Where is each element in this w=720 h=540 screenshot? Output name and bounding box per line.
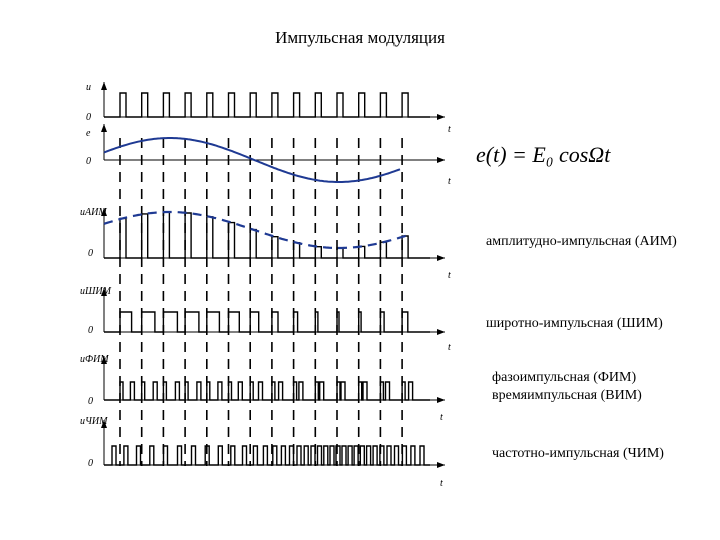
time-axis-arrow — [437, 255, 445, 261]
axis-label-e: e — [86, 128, 91, 139]
shim-pulse — [104, 312, 430, 332]
label-shim: широтно-импульсная (ШИМ) — [486, 316, 663, 331]
label-vim: времяимпульсная (ВИМ) — [492, 388, 642, 403]
carrier-pulse-train — [104, 93, 430, 117]
label-fim: фазоимпульсная (ФИМ) — [492, 370, 637, 385]
axis-zero-u: 0 — [86, 112, 91, 123]
label-aim: амплитудно-импульсная (АИМ) — [486, 234, 677, 249]
signal-formula: e(t) = E₀ cosΩt — [476, 142, 611, 167]
axis-t-3: t — [448, 270, 451, 281]
fim-pulses — [104, 382, 430, 400]
axis-label-u-aim: uАИМ — [80, 207, 107, 218]
carrier-pulse — [104, 93, 430, 117]
amplitude-axis-arrow — [101, 124, 107, 132]
axis-t-4: t — [448, 342, 451, 353]
sync-dashed-lines — [120, 138, 402, 466]
axis-label-u-chim: uЧИМ — [80, 416, 108, 427]
axis-label-u: u — [86, 82, 91, 93]
axis-zero-e: 0 — [86, 156, 91, 167]
axis-zero-fim: 0 — [88, 396, 93, 407]
page-title: Импульсная модуляция — [275, 28, 445, 47]
label-chim: частотно-импульсная (ЧИМ) — [492, 446, 664, 461]
aim-pulses — [104, 212, 430, 258]
axis-label-u-shim: uШИМ — [80, 286, 111, 297]
axis-zero-chim: 0 — [88, 458, 93, 469]
axis-zero-aim: 0 — [88, 248, 93, 259]
time-axis-arrow — [437, 329, 445, 335]
axis-zero-shim: 0 — [88, 325, 93, 336]
amplitude-axis-arrow — [101, 82, 107, 90]
axis-t-2: t — [448, 176, 451, 187]
fim-pulse — [104, 382, 430, 400]
time-axis-arrow — [437, 114, 445, 120]
axis-t-1: t — [448, 124, 451, 135]
axis-t-5: t — [440, 412, 443, 423]
axis-t-6: t — [440, 478, 443, 489]
time-axis-arrow — [437, 157, 445, 163]
shim-pulses — [104, 312, 430, 332]
axis-label-u-fim: uФИМ — [80, 354, 109, 365]
time-axis-arrow — [437, 397, 445, 403]
time-axis-arrow — [437, 462, 445, 468]
